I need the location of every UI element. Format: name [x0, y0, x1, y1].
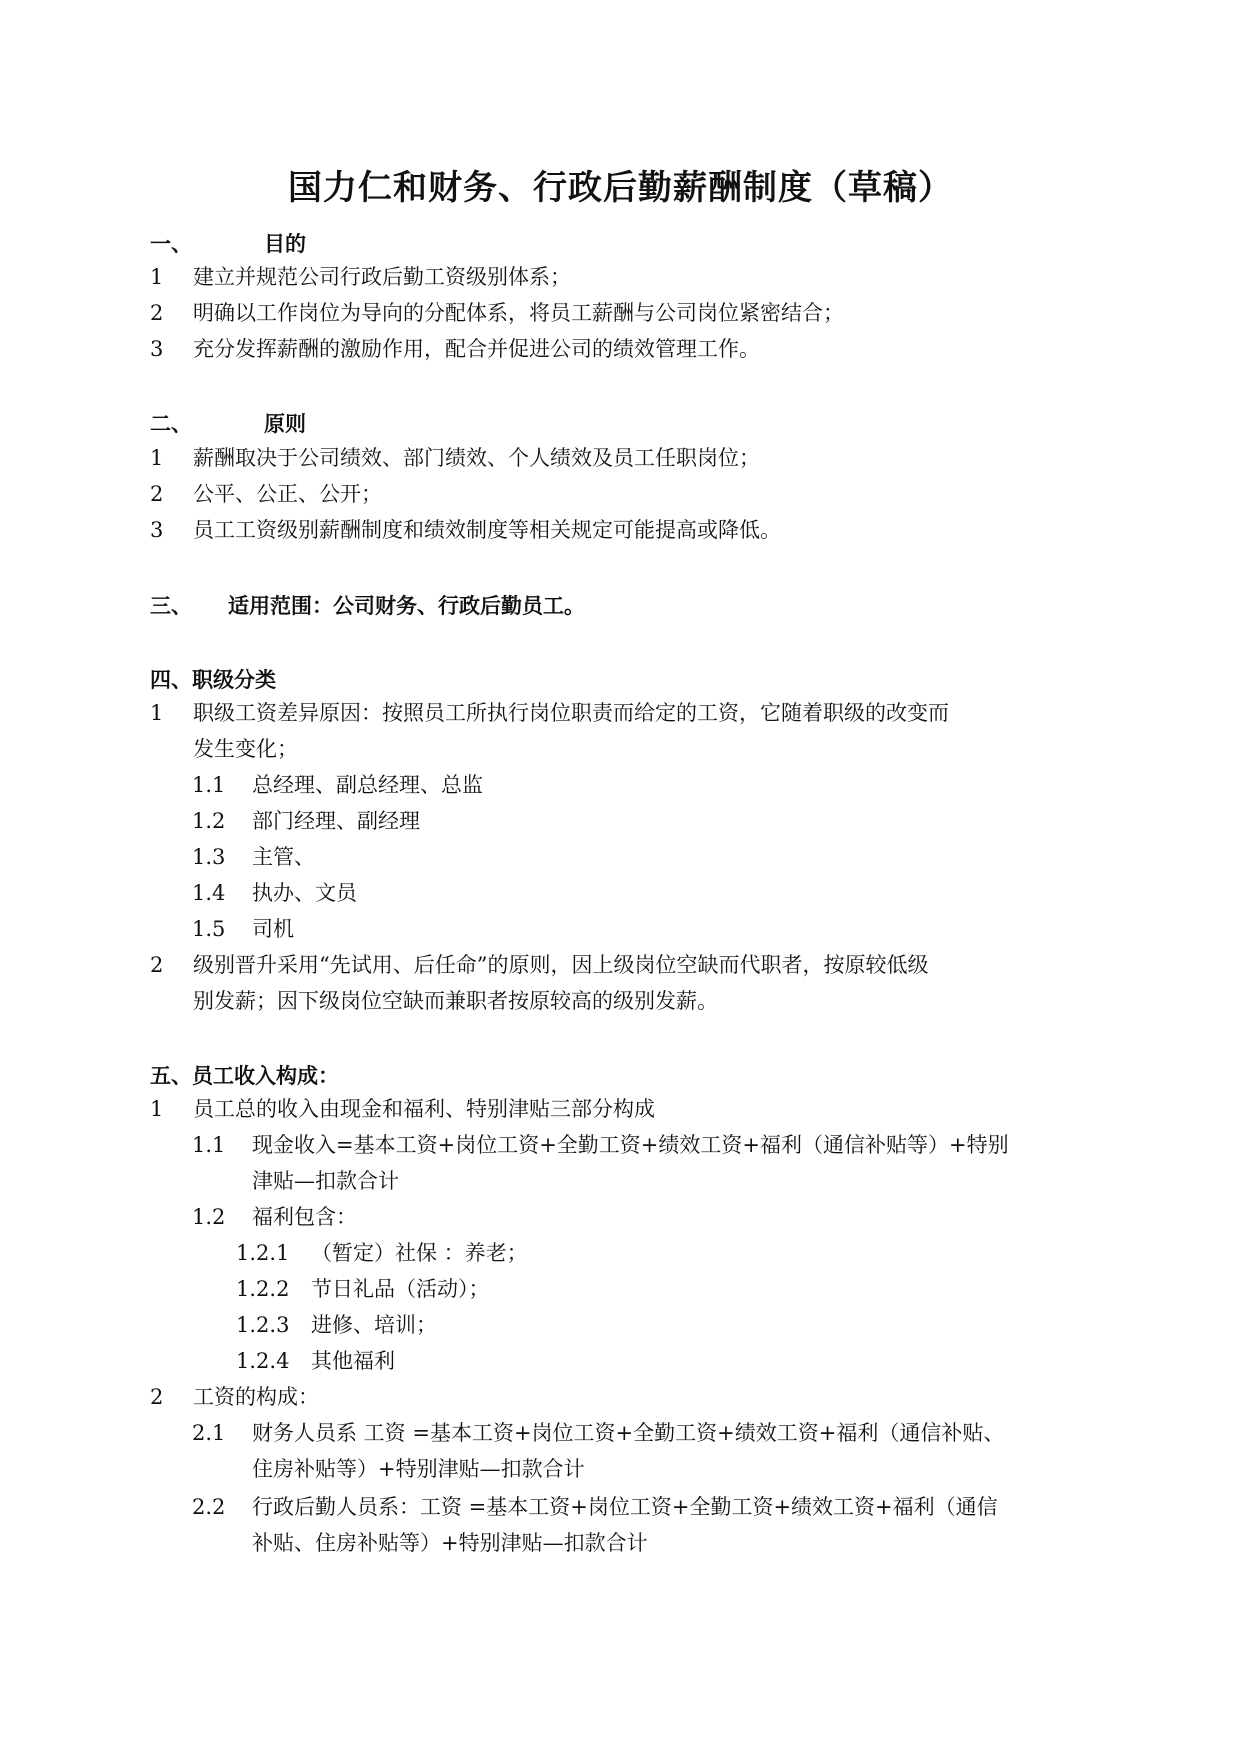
item-number: 1.4 — [192, 881, 226, 905]
item-text: 级别晋升采用“先试用、后任命”的原则，因上级岗位空缺而代职者，按原较低级 — [193, 953, 929, 977]
item-text: 节日礼品（活动）； — [311, 1277, 490, 1301]
item-number: 1.3 — [192, 845, 226, 869]
item-number: 1.2.2 — [236, 1277, 290, 1301]
section-4-heading: 四、职级分类 — [150, 668, 276, 692]
section-number: 一、 — [150, 232, 192, 256]
item-text: 财务人员系 工资 =基本工资+岗位工资+全勤工资+绩效工资+福利（通信补贴、 — [252, 1421, 1005, 1445]
item-number: 1.2 — [192, 809, 226, 833]
item-number: 3 — [150, 337, 164, 361]
item-text: 员工工资级别薪酬制度和绩效制度等相关规定可能提高或降低。 — [193, 518, 781, 542]
item-number: 1 — [150, 265, 164, 289]
item-text: 进修、培训； — [311, 1313, 437, 1337]
item-text: 建立并规范公司行政后勤工资级别体系； — [193, 265, 571, 289]
item-continuation: 补贴、住房补贴等）+特别津贴—扣款合计 — [252, 1531, 648, 1555]
section-2-heading — [150, 408, 306, 438]
section-number: 二、 — [150, 412, 192, 436]
item-number: 1.2.4 — [236, 1349, 290, 1373]
section-3-heading — [150, 590, 585, 620]
section-title: 目的 — [264, 232, 306, 256]
item-text: 主管、 — [252, 845, 315, 869]
item-number: 1 — [150, 446, 164, 470]
item-text: 司机 — [252, 917, 294, 941]
item-text: （暂定）社保 ：养老； — [311, 1241, 528, 1265]
item-number: 2.2 — [192, 1495, 226, 1519]
item-text: 充分发挥薪酬的激励作用，配合并促进公司的绩效管理工作。 — [193, 337, 760, 361]
section-title: 适用范围：公司财务、行政后勤员工。 — [228, 594, 585, 618]
item-text: 总经理、副总经理、总监 — [252, 773, 483, 797]
item-text: 福利包含： — [252, 1205, 357, 1229]
item-text: 职级工资差异原因：按照员工所执行岗位职责而给定的工资，它随着职级的改变而 — [193, 701, 949, 725]
item-number: 2.1 — [192, 1421, 226, 1445]
item-number: 1 — [150, 701, 164, 725]
item-continuation: 住房补贴等）+特别津贴—扣款合计 — [252, 1457, 585, 1481]
section-1-heading — [150, 228, 306, 258]
item-number: 1.1 — [192, 1133, 226, 1157]
item-text: 行政后勤人员系：工资 =基本工资+岗位工资+全勤工资+绩效工资+福利（通信 — [252, 1495, 998, 1519]
item-number: 2 — [150, 1385, 164, 1409]
item-continuation: 津贴—扣款合计 — [252, 1169, 399, 1193]
document-title: 国力仁和财务、行政后勤薪酬制度（草稿） — [288, 168, 953, 208]
item-number: 1.2.1 — [236, 1241, 290, 1265]
item-number: 1 — [150, 1097, 164, 1121]
item-number: 1.2 — [192, 1205, 226, 1229]
item-number: 2 — [150, 953, 164, 977]
item-number: 2 — [150, 301, 164, 325]
item-text: 其他福利 — [311, 1349, 395, 1373]
item-number: 2 — [150, 482, 164, 506]
section-title: 原则 — [264, 412, 306, 436]
item-text: 公平、公正、公开； — [193, 482, 382, 506]
item-continuation: 别发薪；因下级岗位空缺而兼职者按原较高的级别发薪。 — [193, 989, 718, 1013]
item-number: 1.2.3 — [236, 1313, 290, 1337]
section-number: 三、 — [150, 594, 192, 618]
item-continuation: 发生变化； — [193, 737, 298, 761]
item-text: 明确以工作岗位为导向的分配体系，将员工薪酬与公司岗位紧密结合； — [193, 301, 844, 325]
section-5-heading: 五、员工收入构成： — [150, 1064, 339, 1088]
item-text: 工资的构成： — [193, 1385, 319, 1409]
item-number: 1.1 — [192, 773, 226, 797]
item-text: 薪酬取决于公司绩效、部门绩效、个人绩效及员工任职岗位； — [193, 446, 760, 470]
item-text: 员工总的收入由现金和福利、特别津贴三部分构成 — [193, 1097, 655, 1121]
item-text: 现金收入=基本工资+岗位工资+全勤工资+绩效工资+福利（通信补贴等）+特别 — [252, 1133, 1009, 1157]
item-number: 3 — [150, 518, 164, 542]
item-text: 部门经理、副经理 — [252, 809, 420, 833]
item-text: 执办、文员 — [252, 881, 357, 905]
item-number: 1.5 — [192, 917, 226, 941]
